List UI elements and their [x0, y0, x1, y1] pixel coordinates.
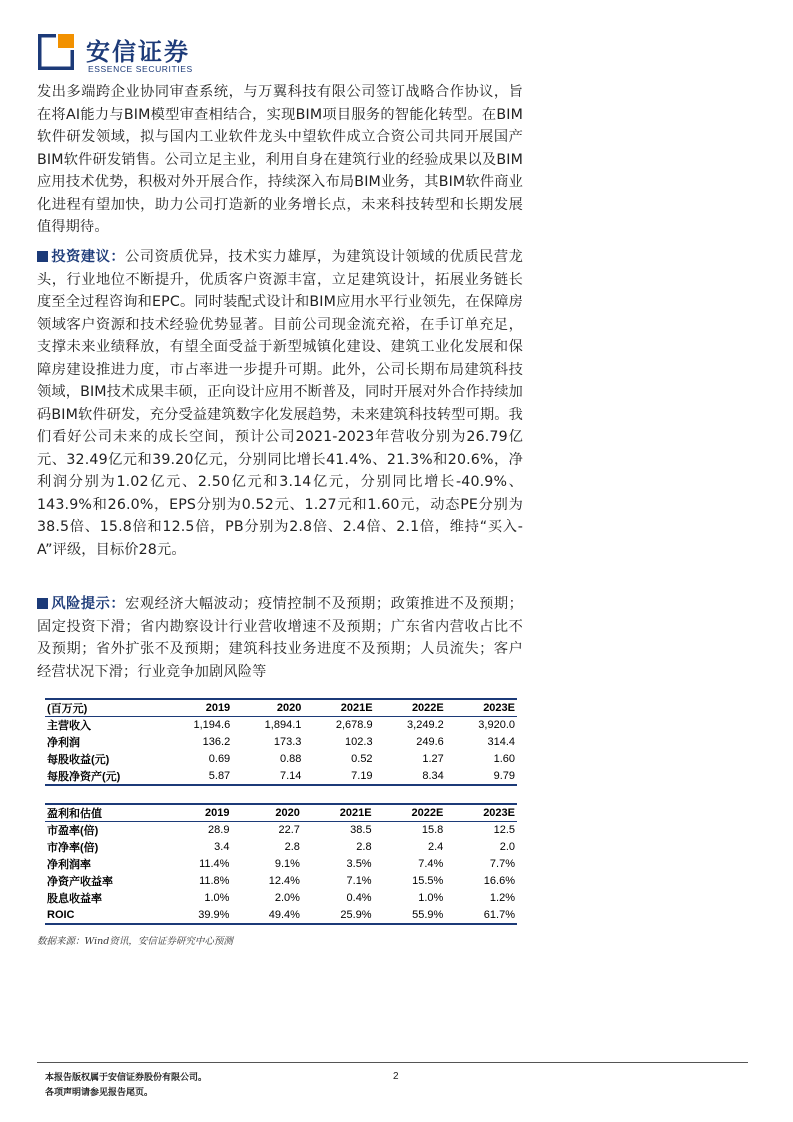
risk-label: 风险提示：	[51, 596, 126, 612]
table-header-cell: 2020	[232, 699, 303, 717]
footer-copyright: 本报告版权属于安信证券股份有限公司。	[45, 1073, 208, 1083]
table-header-cell: 2019	[161, 699, 232, 717]
table-cell: 1.0%	[204, 892, 230, 904]
table-row	[45, 734, 517, 751]
table-cell: 0.52	[351, 753, 373, 765]
table-cell: 16.6%	[483, 875, 515, 887]
table-cell: 15.8	[421, 824, 444, 837]
table-header-cell: 2021E	[302, 804, 374, 822]
table-cell: 2.0%	[274, 892, 300, 904]
table-row	[45, 839, 517, 856]
bullet-square-icon	[37, 251, 48, 262]
table-cell: 7.7%	[489, 858, 515, 870]
table-cell: 55.9%	[374, 907, 446, 924]
table-cell: 9.1%	[274, 858, 300, 870]
table-cell: 8.34	[375, 768, 446, 785]
table-header-cell: 2022E	[374, 804, 446, 822]
table-cell: 2.8	[356, 841, 372, 853]
table-cell: ROIC	[45, 907, 161, 924]
table-cell: 3,920.0	[478, 719, 515, 732]
table-cell: 1,894.1	[264, 719, 302, 732]
table-header-cell: 2019	[161, 804, 231, 822]
table-cell: 5.87	[161, 768, 232, 785]
intro-paragraph: 发出多端跨企业协同审查系统，与万翼科技有限公司签订战略合作协议，旨在将AI能力与BIM模型审查相结合，实现BIM项目服务的智能化转型。在BIM软件研发领域，拟与国内工业软件龙头中望软件成立合资公司共同开展国产BIM软件研发销售。公司立足主业，利用自身在建筑行业的经验成果以及BIM应用技术优势，积极对外开展合作，持续深入布局BIM业务，其BIM软件商业化进程有望加快，助力公司打造新的业务增长点，未来科技转型和长期发展值得期待。	[37, 84, 523, 235]
table-row	[45, 822, 517, 839]
table-cell: 净利润	[47, 737, 80, 749]
table-cell: 2.4	[427, 841, 444, 853]
data-source-note: 数据来源：Wind资讯，安信证券研究中心预测	[37, 936, 233, 947]
table-cell: 61.7%	[445, 907, 517, 924]
risk-paragraph	[37, 593, 523, 683]
table-cell: 1.2%	[489, 892, 515, 904]
table-cell: 1.60	[493, 753, 515, 765]
table-cell: 25.9%	[302, 907, 374, 924]
table-row	[45, 768, 517, 785]
table-cell: 11.4%	[199, 858, 230, 870]
logo-text-cn: 安信证券	[86, 38, 190, 66]
footer-disclaimer: 各项声明请参见报告尾页。	[45, 1088, 154, 1098]
table-cell: 市净率(倍)	[47, 842, 99, 854]
table-cell: 12.5	[493, 824, 515, 837]
table-header-cell: 2022E	[375, 699, 446, 717]
table-cell: 股息收益率	[47, 893, 102, 905]
table-cell: 7.4%	[418, 858, 444, 870]
table-cell: 每股收益(元)	[47, 754, 110, 766]
table-cell: 1,194.6	[193, 719, 231, 732]
table-header-row	[45, 699, 517, 717]
essence-logo-icon	[38, 34, 74, 70]
bullet-square-icon	[37, 598, 48, 609]
table-header-cell: 2023E	[445, 804, 517, 822]
table-cell: 136.2	[202, 736, 231, 748]
table-cell: 28.9	[208, 824, 230, 837]
table-cell: 2.0	[499, 841, 515, 853]
table-cell: 2,678.9	[335, 719, 373, 732]
table-cell: 38.5	[350, 824, 372, 837]
valuation-table	[45, 803, 517, 925]
table-cell: 7.14	[232, 768, 303, 785]
table-header-cell: 2020	[231, 804, 301, 822]
logo-text-en: ESSENCE SECURITIES	[88, 64, 193, 74]
page-number: 2	[393, 1071, 399, 1082]
table-cell: 3.5%	[346, 858, 372, 870]
table-row	[45, 873, 517, 890]
table-cell: 314.4	[487, 736, 515, 748]
table-cell: 7.1%	[346, 875, 372, 887]
table-cell: 9.79	[446, 768, 517, 785]
table-cell: 15.5%	[412, 875, 444, 887]
table-cell: 11.8%	[199, 875, 230, 887]
table-cell: 1.0%	[418, 892, 444, 904]
table-cell: 173.3	[273, 736, 302, 748]
investment-advice-text: 公司资质优异，技术实力雄厚，为建筑设计领域的优质民营龙头，行业地位不断提升，优质客户资源丰富，立足建筑设计，拓展业务链长度至全过程咨询和EPC。同时装配式设计和BIM应用水平行业领先，在保障房领域客户资源和技术经验优势显著。目前公司现金流充裕，在手订单充足，支撑未来业绩释放，有望全面受益于新型城镇化建设、建筑工业化发展和保障房建设推进力度，市占率进一步提升可期。此外，公司长期布局建筑科技领域，BIM技术成果丰硕，正向设计应用不断普及，同时开展对外合作持续加码BIM软件研发，充分受益建筑数字化发展趋势，未来建筑科技转型可期。我们看好公司未来的成长空间，预计公司2021-2023年营收分别为26.79亿元、32.49亿元和39.20亿元，分别同比增长41.4%、21.3%和20.6%，净利润分别为1.02亿元、2.50亿元和3.14亿元，分别同比增长-40.9%、143.9%和26.0%，EPS分别为0.52元、1.27元和1.60元，动态PE分别为38.5倍、15.8倍和12.5倍，PB分别为2.8倍、2.4倍、2.1倍，维持“买入-A”评级，目标价28元。	[37, 249, 523, 558]
table-row	[45, 717, 517, 734]
table-header-cell: 2023E	[446, 699, 517, 717]
table-cell: 39.9%	[161, 907, 231, 924]
table-cell: 0.4%	[346, 892, 372, 904]
risk-text: 宏观经济大幅波动；疫情控制不及预期；政策推进不及预期；固定投资下滑；省内勘察设计行业营收增速不及预期；广东省内营收占比不及预期；省外扩张不及预期；建筑科技业务进度不及预期；人员流失；客户经营状况下滑；行业竞争加剧风险等	[37, 596, 523, 680]
table-cell: 7.19	[303, 768, 374, 785]
table-cell: 22.7	[278, 824, 300, 837]
table-header-cell: 2021E	[303, 699, 374, 717]
investment-advice-paragraph	[37, 246, 523, 561]
table-row	[45, 907, 517, 924]
table-header-row	[45, 804, 517, 822]
table-cell: 3,249.2	[407, 719, 444, 732]
table-cell: 3.4	[214, 841, 230, 853]
table-cell: 主营收入	[47, 720, 91, 733]
investment-advice-label: 投资建议：	[51, 249, 126, 265]
footer-divider	[37, 1062, 748, 1063]
table-cell: 净利润率	[47, 859, 91, 871]
table-cell: 0.69	[208, 753, 231, 765]
table-row	[45, 751, 517, 768]
table-cell: 市盈率(倍)	[47, 825, 99, 838]
table-cell: 12.4%	[268, 875, 300, 887]
table-cell: 1.27	[422, 753, 444, 765]
table-cell: 净资产收益率	[47, 876, 113, 888]
table-cell: 249.6	[416, 736, 444, 748]
table-cell: 2.8	[284, 841, 300, 853]
table-header-cell: (百万元)	[45, 699, 161, 717]
table-cell: 49.4%	[231, 907, 301, 924]
table-cell: 0.88	[279, 753, 302, 765]
table-row	[45, 856, 517, 873]
financial-table	[45, 698, 517, 786]
table-cell: 每股净资产(元)	[45, 768, 161, 785]
table-cell: 102.3	[345, 736, 373, 748]
header	[38, 26, 278, 78]
table-header-cell: 盈利和估值	[45, 804, 161, 822]
table-row	[45, 890, 517, 907]
